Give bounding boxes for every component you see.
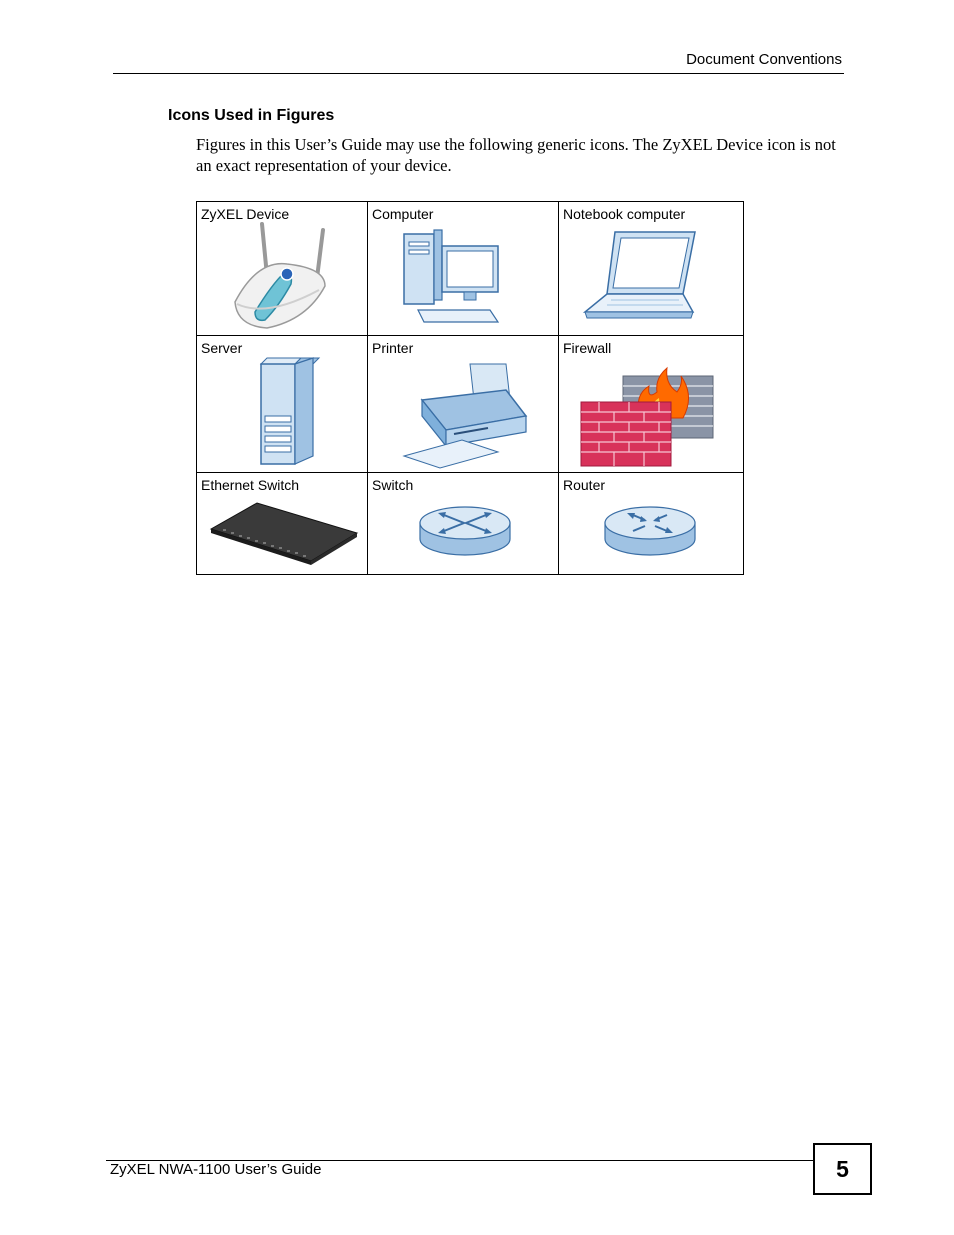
page-number: 5	[813, 1143, 872, 1195]
rack-switch-icon	[209, 499, 359, 567]
table-cell	[197, 202, 368, 336]
wireless-access-point-icon	[227, 220, 337, 332]
running-header: Document Conventions	[686, 51, 842, 68]
cell-label: Router	[563, 477, 606, 493]
header-rule	[113, 73, 844, 74]
server-tower-icon	[255, 356, 321, 466]
footer-guide-title: ZyXEL NWA-1100 User’s Guide	[110, 1161, 322, 1178]
cell-label: Server	[201, 340, 243, 356]
cell-label: Notebook computer	[563, 206, 686, 222]
table-row	[197, 202, 744, 336]
table-row	[197, 336, 744, 473]
cell-label: Printer	[372, 340, 414, 356]
switch-icon	[418, 505, 512, 559]
table-cell	[559, 336, 744, 473]
section-title: Icons Used in Figures	[168, 107, 335, 124]
icon-table	[196, 201, 744, 575]
cell-label: Computer	[372, 206, 434, 222]
table-cell	[197, 336, 368, 473]
table-cell	[559, 473, 744, 575]
table-cell	[197, 473, 368, 575]
cell-label: Firewall	[563, 340, 612, 356]
table-cell	[368, 336, 559, 473]
router-icon	[603, 505, 697, 559]
cell-label: Switch	[372, 477, 414, 493]
table-row	[197, 473, 744, 575]
table-cell	[559, 202, 744, 336]
laptop-icon	[581, 228, 697, 326]
intro-paragraph: Figures in this User’s Guide may use the following generic icons. The ZyXEL Device icon is not an exact representation of your device.	[196, 135, 836, 175]
firewall-icon	[579, 362, 719, 470]
table-cell	[368, 202, 559, 336]
cell-label: ZyXEL Device	[201, 206, 290, 222]
cell-label: Ethernet Switch	[201, 477, 300, 493]
table-cell	[368, 473, 559, 575]
printer-icon	[402, 360, 528, 470]
desktop-computer-icon	[400, 228, 500, 326]
